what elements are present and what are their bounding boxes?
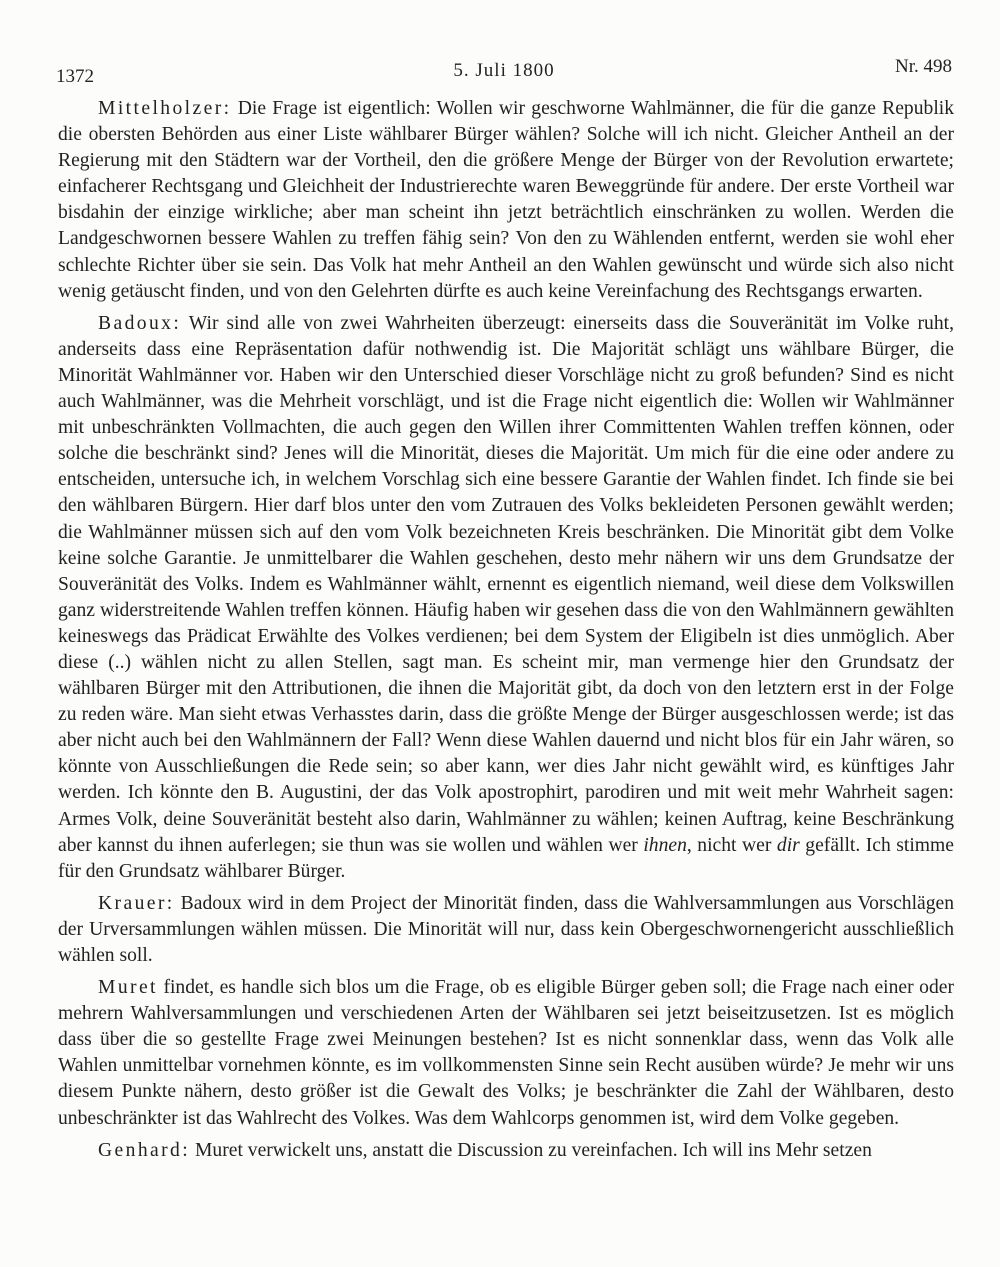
emphasis-text: ihnen — [643, 834, 687, 856]
paragraph-krauer — [58, 891, 954, 969]
protocol-text — [58, 96, 954, 1170]
speaker-name: Mittelholzer: — [98, 98, 232, 119]
paragraph-mittelholzer — [58, 96, 954, 305]
speaker-name: Genhard: — [98, 1139, 191, 1161]
paragraph-text: Badoux wird in dem Project der Minorität finden, dass die Wahlversammlungen aus Vorschlägen der Urversammlungen wählen müssen. Die Minorität will nur, dass kein Obergeschwornengericht ausschließlich wählen soll. — [58, 892, 954, 966]
document-number: Nr. 498 — [895, 56, 952, 77]
paragraph-text: Wir sind alle von zwei Wahrheiten überzeugt: einerseits dass die Souveränität im Volke ruht, anderseits dass eine Repräsentation dafür nothwendig ist. Die Majorität schlägt uns wählbare Bürger, die Minorität Wahlmänner vor. Haben wir den Unterschied dieser Vorschläge nicht zu groß befunden? Sind es nicht auch Wahlmänner, was die Mehrheit vorschlägt, und ist die Frage nicht eigentlich die: Wollen wir Wahlmänner mit unbeschränkten Vollmachten, die auch gegen den Willen ihrer Committenten Wahlen treffen können, oder solche die beschränkt sind? Jenes will die Minorität, dieses die Majorität. Um mich für die eine oder andere zu entscheiden, untersuche ich, in welchem Vorschlag sich eine bessere Garantie der Wahlen findet. Ich finde sie bei den wählbaren Bürgern. Hier darf blos unter den vom Zutrauen des Volks bekleideten Personen gewählt werden; die Wahlmänner müssen sich auf den vom Volk bezeichneten Kreis beschränken. Die Minorität gibt dem Volke keine solche Garantie. Je unmittelbarer die Wahlen geschehen, desto mehr nähern wir uns dem Grundsatze der Souveränität des Volks. Indem es Wahlmänner wählt, ernennt es eigentlich niemand, weil diese dem Volkswillen ganz widerstreitende Wahlen treffen können. Häufig haben wir gesehen dass die von den Wahlmännern gewählten keineswegs das Prädicat Erwählte des Volkes verdienen; bei dem System der Eligibeln ist dies unmöglich. Aber diese (..) wählen nicht zu allen Stellen, sagt man. Es scheint mir, man vermenge hier den Grundsatz der wählbaren Bürger mit den Attributionen, die ihnen die Majorität gibt, da doch von den letztern erst in der Folge zu reden wäre. Man sieht etwas Verhasstes darin, dass die größte Menge der Bürger ausgeschlossen werde; ist das aber nicht auch bei den Wahlmännern der Fall? Wenn diese Wahlen dauernd und nicht blos für ein Jahr wären, so könnte von Ausschließungen die Rede sein; so aber kann, wer dies Jahr nicht gewählt wird, es künftiges Jahr werden. Ich könnte den B. Augustini, der das Volk apostrophirt, parodiren und mit weit mehr Wahrheit sagen: Armes Volk, deine Souveränität besteht also darin, Wahlmänner zu wählen; keinen Auftrag, keine Beschränkung aber kannst du ihnen auferlegen; sie thun was sie wollen und wählen wer — [58, 312, 954, 856]
paragraph-text: , nicht wer — [686, 834, 777, 856]
speaker-name: Krauer: — [98, 892, 175, 914]
page-header — [56, 56, 952, 90]
emphasis-text: dir — [776, 834, 800, 856]
speaker-name: Muret — [98, 977, 158, 999]
document-date: 5. Juli 1800 — [453, 60, 555, 81]
paragraph-text: Muret verwickelt uns, anstatt die Discussion zu vereinfachen. Ich will ins Mehr setzen — [190, 1139, 872, 1161]
paragraph-text: Die Frage ist eigentlich: Wollen wir geschworne Wahlmänner, die für die ganze Republik die obersten Behörden aus einer Liste wählbarer Bürger wählen? Solche will ich nicht. Gleicher Antheil an der Regierung mit den Städtern war der Vortheil, den die größere Menge der Bürger von der Revolution erwartete; einfacherer Rechtsgang und Gleichheit der Industrierechte waren Beweggründe für andere. Der erste Vortheil war bisdahin der einzige wirkliche; aber man scheint ihn jetzt beträchtlich einschränken zu wollen. Werden die Landgeschwornen bessere Wahlen zu treffen fähig sein? Von den zu Wählenden entfernt, werden sie wohl eher schlechte Richter über sie sein. Das Volk hat mehr Antheil an den Wahlen gewünscht und würde sich also nicht wenig getäuscht finden, und von den Gelehrten dürfte es auch keine Vereinfachung des Rechtsgangs erwarten. — [58, 98, 954, 302]
paragraph-genhard — [58, 1138, 954, 1164]
paragraph-muret — [58, 975, 954, 1132]
paragraph-text: gefällt. Ich stimme für den Grundsatz wählbarer Bürger. — [58, 834, 954, 882]
paragraph-text: findet, es handle sich blos um die Frage, ob es eligible Bürger geben soll; die Frage nach einer oder mehrern Wahlversammlungen und verschiedenen Arten der Wählbaren sei jetzt beiseitzusetzen. Ist es möglich dass über die so gestellte Frage zwei Meinungen bestehen? Ist es nicht sonnenklar dass, wenn das Volk alle Wahlen unmittelbar vornehmen könnte, es im vollkommensten Sinne sein Recht ausüben würde? Je mehr wir uns diesem Punkte nähern, desto größer ist die Gewalt des Volks; je beschränkter die Zahl der Wählbaren, desto unbeschränkter ist das Wahlrecht des Volkes. Was dem Wahlcorps genommen ist, wird dem Volke gegeben. — [58, 977, 954, 1129]
paragraph-badoux — [58, 311, 954, 885]
page-number: 1372 — [56, 66, 94, 87]
speaker-name: Badoux: — [98, 312, 182, 334]
